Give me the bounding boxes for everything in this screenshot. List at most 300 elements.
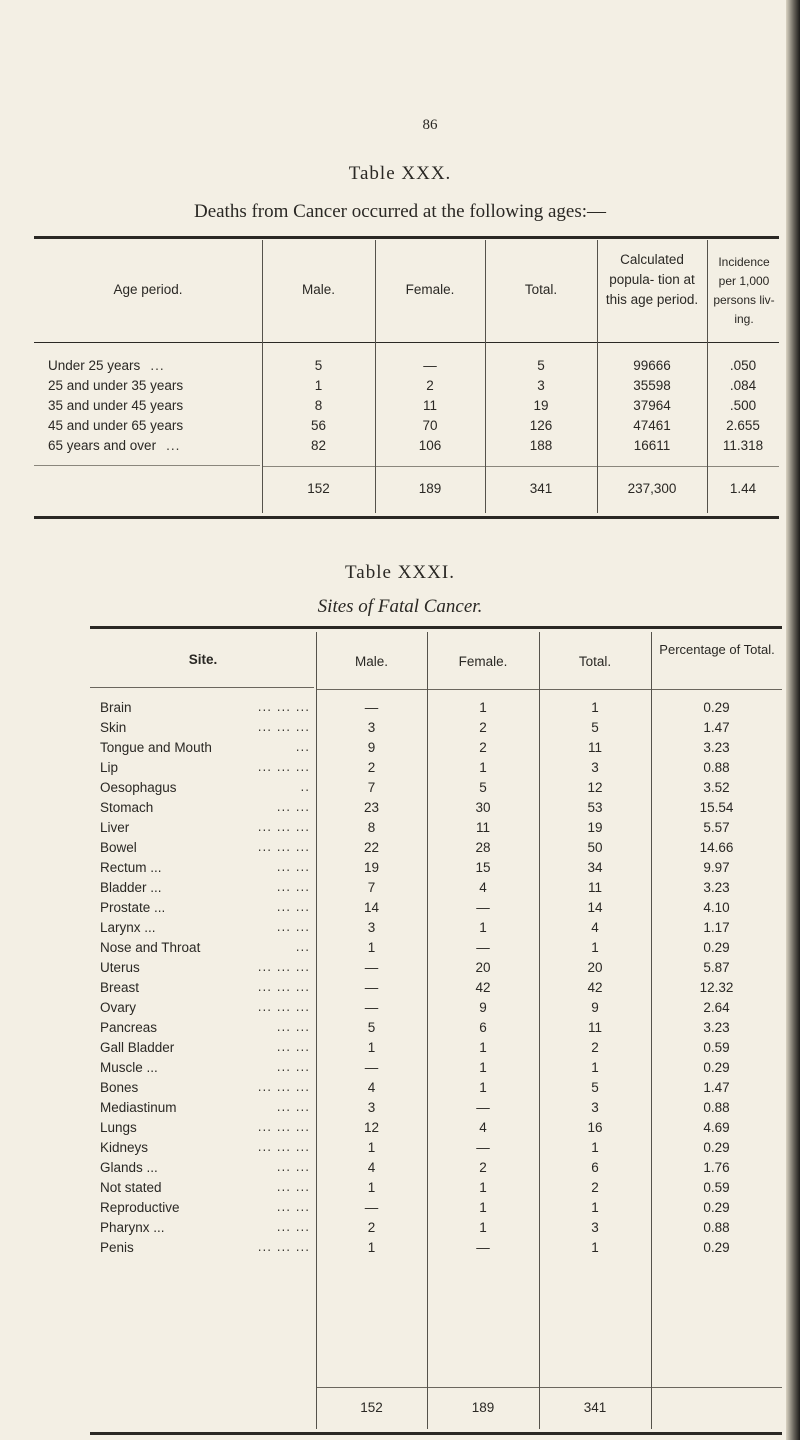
male-cell: — — [364, 999, 379, 1015]
female-cell: — — [476, 1139, 490, 1155]
percentage-cell: 4.69 — [703, 1119, 730, 1135]
female-cell: 2 — [479, 719, 487, 735]
site-cell — [90, 737, 316, 757]
table31-row — [90, 1217, 782, 1237]
site-label: Pancreas — [100, 1019, 158, 1035]
female-cell: 30 — [475, 799, 491, 815]
table30-title: Table XXX. — [348, 163, 452, 184]
female-cell: 1 — [479, 699, 487, 715]
total-cell: 16 — [587, 1119, 603, 1135]
female-cell: 1 — [479, 759, 487, 775]
total-cell: 42 — [587, 979, 603, 995]
total-cell: 1 — [591, 939, 599, 955]
site-cell — [90, 717, 316, 737]
site-label: Prostate ... — [100, 899, 166, 915]
female-cell: 1 — [479, 1039, 487, 1055]
table31-row — [90, 1117, 782, 1137]
male-cell: 5 — [367, 1019, 376, 1035]
table30-total-incidence: 1.44 — [729, 480, 757, 496]
site-cell — [90, 1097, 316, 1117]
table31-title: Table XXXI. — [345, 562, 455, 583]
site-cell — [90, 1157, 316, 1177]
site-label: Brain — [100, 699, 132, 715]
female-cell: 1 — [479, 1219, 487, 1235]
page-number: 86 — [422, 117, 438, 133]
table31-row — [90, 917, 782, 937]
table30-total-total: 341 — [529, 480, 553, 496]
table31-header-rule — [90, 687, 314, 688]
table31-row — [90, 877, 782, 897]
site-cell — [90, 1217, 316, 1237]
total-cell: 5 — [537, 357, 545, 373]
age-period-cell — [34, 375, 262, 395]
site-cell — [90, 757, 316, 777]
site-cell — [90, 1037, 316, 1057]
table30-row — [34, 395, 779, 415]
table31-bottom-rule — [90, 1432, 782, 1435]
leader-dots: ... ... ... — [257, 719, 310, 734]
leader-dots: ... ... — [276, 859, 310, 874]
incidence-cell: 11.318 — [722, 437, 764, 453]
leader-dots: ... ... — [276, 1159, 310, 1174]
table31-row — [90, 737, 782, 757]
site-label: Muscle ... — [100, 1059, 158, 1075]
total-cell: 3 — [537, 377, 545, 393]
site-label: Reproductive — [100, 1199, 180, 1215]
total-cell: 188 — [529, 437, 553, 453]
percentage-cell: 5.57 — [703, 819, 730, 835]
leader-dots: ... ... — [276, 1039, 310, 1054]
site-label: Ovary — [100, 999, 137, 1015]
total-cell: 19 — [533, 397, 549, 413]
percentage-cell: 2.64 — [703, 999, 730, 1015]
percentage-cell: 4.10 — [703, 899, 730, 915]
percentage-cell: 1.47 — [703, 719, 730, 735]
male-cell: 1 — [314, 377, 323, 393]
male-cell: — — [364, 1059, 379, 1075]
female-cell: 1 — [479, 1199, 487, 1215]
table31-row — [90, 817, 782, 837]
male-cell: 7 — [367, 879, 376, 895]
total-cell: 5 — [591, 1079, 599, 1095]
table30-header-incidence: Incidence per 1,000 persons liv- ing. — [713, 255, 775, 326]
table31-row — [90, 837, 782, 857]
total-cell: 19 — [587, 819, 603, 835]
table30-row — [34, 435, 779, 455]
site-label: Tongue and Mouth — [100, 739, 212, 755]
total-cell: 126 — [529, 417, 553, 433]
leader-dots: ... ... — [276, 1059, 310, 1074]
site-label: Bladder ... — [100, 879, 162, 895]
leader-dots: ... — [295, 939, 310, 954]
table31-row — [90, 777, 782, 797]
total-cell: 11 — [587, 739, 602, 755]
female-cell: — — [476, 1099, 490, 1115]
percentage-cell: 9.97 — [703, 859, 730, 875]
female-cell: 4 — [479, 1119, 487, 1135]
site-label: Lungs — [100, 1119, 137, 1135]
table31-total-total: 341 — [583, 1399, 607, 1415]
percentage-cell: 1.47 — [703, 1079, 730, 1095]
table31-row — [90, 957, 782, 977]
site-cell — [90, 1057, 316, 1077]
site-label: Gall Bladder — [100, 1039, 175, 1055]
male-cell: 23 — [363, 799, 380, 815]
leader-dots: ... ... ... — [257, 1239, 310, 1254]
total-cell: 3 — [591, 1099, 599, 1115]
table30-header-female: Female. — [405, 282, 455, 297]
female-cell: 1 — [479, 1059, 487, 1075]
male-cell: — — [364, 699, 379, 715]
site-cell — [90, 857, 316, 877]
site-cell — [90, 697, 316, 717]
female-cell: 15 — [475, 859, 491, 875]
site-cell — [90, 917, 316, 937]
total-cell: 2 — [591, 1039, 599, 1055]
table30-header-population: Calculated popula- tion at this age period. — [605, 252, 699, 307]
male-cell: 8 — [367, 819, 376, 835]
percentage-cell: 14.66 — [699, 839, 734, 855]
leader-dots: ... ... ... — [257, 819, 310, 834]
site-cell — [90, 1117, 316, 1137]
female-cell: 6 — [479, 1019, 487, 1035]
leader-dots: ... ... — [276, 1179, 310, 1194]
age-period-cell — [34, 435, 262, 455]
female-cell: 11 — [422, 397, 437, 413]
population-cell: 99666 — [633, 357, 671, 373]
male-cell: 2 — [367, 1219, 376, 1235]
total-cell: 9 — [591, 999, 599, 1015]
incidence-cell: .084 — [729, 377, 757, 393]
site-label: Liver — [100, 819, 130, 835]
table30-header-rule — [34, 342, 779, 343]
table31-row — [90, 1097, 782, 1117]
age-period-label: 35 and under 45 years — [48, 397, 184, 413]
site-label: Oesophagus — [100, 779, 177, 795]
age-period-cell — [34, 395, 262, 415]
site-cell — [90, 957, 316, 977]
total-cell: 6 — [591, 1159, 599, 1175]
site-cell — [90, 977, 316, 997]
table31-total-female: 189 — [471, 1399, 495, 1415]
female-cell: 1 — [479, 919, 487, 935]
table31-total-rule — [316, 1387, 782, 1388]
table30-row — [34, 355, 779, 375]
table30-header-male: Male. — [301, 282, 335, 297]
table31-top-rule — [90, 626, 782, 629]
total-cell: 11 — [587, 879, 602, 895]
population-cell: 47461 — [633, 417, 671, 433]
site-label: Lip — [100, 759, 119, 775]
site-cell — [90, 937, 316, 957]
male-cell: 56 — [310, 417, 327, 433]
leader-dots: ... ... — [276, 879, 310, 894]
site-cell — [90, 797, 316, 817]
age-period-label: 25 and under 35 years — [48, 377, 184, 393]
site-cell — [90, 897, 316, 917]
site-label: Nose and Throat — [100, 939, 201, 955]
total-cell: 3 — [591, 1219, 599, 1235]
female-cell: — — [476, 939, 490, 955]
leader-dots: ... ... ... — [257, 759, 310, 774]
table31-row — [90, 757, 782, 777]
table31-row — [90, 937, 782, 957]
female-cell: — — [423, 357, 437, 373]
leader-dots: ... ... ... — [257, 999, 310, 1014]
site-cell — [90, 1197, 316, 1217]
site-cell — [90, 1177, 316, 1197]
site-cell — [90, 877, 316, 897]
site-label: Stomach — [100, 799, 154, 815]
percentage-cell: 0.29 — [703, 939, 730, 955]
table30-top-rule — [34, 236, 779, 239]
male-cell: 82 — [310, 437, 327, 453]
table31-row — [90, 717, 782, 737]
percentage-cell: 0.29 — [703, 1199, 730, 1215]
site-cell — [90, 1237, 316, 1257]
total-cell: 53 — [587, 799, 603, 815]
table30-body — [34, 355, 779, 455]
incidence-cell: .050 — [729, 357, 757, 373]
table31-header-male: Male. — [354, 654, 388, 669]
site-label: Penis — [100, 1239, 134, 1255]
site-cell — [90, 837, 316, 857]
table30-header-age: Age period. — [113, 282, 183, 297]
table31-row — [90, 1017, 782, 1037]
leader-dots: ... — [295, 739, 310, 754]
male-cell: 3 — [367, 1099, 376, 1115]
population-cell: 35598 — [633, 377, 671, 393]
male-cell: 12 — [363, 1119, 380, 1135]
age-period-label: 45 and under 65 years — [48, 417, 184, 433]
table31-row — [90, 1057, 782, 1077]
table30-header-total: Total. — [524, 282, 558, 297]
table30-total-rule-right — [262, 466, 779, 467]
percentage-cell: 3.23 — [703, 739, 730, 755]
male-cell: — — [364, 959, 379, 975]
female-cell: 20 — [475, 959, 491, 975]
male-cell: — — [364, 979, 379, 995]
female-cell: 70 — [422, 417, 438, 433]
leader-dots: ... — [166, 437, 181, 453]
table31-totals-row — [90, 1397, 782, 1417]
male-cell: 22 — [363, 839, 380, 855]
percentage-cell: 0.29 — [703, 1239, 730, 1255]
age-period-cell — [34, 355, 262, 375]
site-cell — [90, 997, 316, 1017]
female-cell: 42 — [475, 979, 491, 995]
total-cell: 14 — [587, 899, 603, 915]
female-cell: 1 — [479, 1179, 487, 1195]
total-cell: 5 — [591, 719, 599, 735]
table31-header-site: Site. — [188, 652, 218, 667]
table31-header-female: Female. — [458, 654, 508, 669]
percentage-cell: 0.88 — [703, 1219, 730, 1235]
percentage-cell: 15.54 — [699, 799, 734, 815]
female-cell: 28 — [475, 839, 491, 855]
male-cell: 3 — [367, 719, 376, 735]
site-cell — [90, 777, 316, 797]
total-cell: 1 — [591, 1059, 599, 1075]
female-cell: — — [476, 899, 490, 915]
total-cell: 12 — [587, 779, 603, 795]
female-cell: 2 — [479, 739, 487, 755]
male-cell: 4 — [367, 1079, 376, 1095]
table30-total-rule — [34, 465, 260, 466]
percentage-cell: 0.88 — [703, 759, 730, 775]
table30-totals — [34, 478, 779, 498]
total-cell: 1 — [591, 1239, 599, 1255]
male-cell: 8 — [314, 397, 323, 413]
incidence-cell: 2.655 — [726, 417, 760, 433]
table31-row — [90, 1237, 782, 1257]
total-cell: 50 — [587, 839, 603, 855]
female-cell: — — [476, 1239, 490, 1255]
percentage-cell: 0.29 — [703, 699, 730, 715]
leader-dots: ... ... — [276, 899, 310, 914]
leader-dots: ... ... — [276, 1219, 310, 1234]
incidence-cell: .500 — [729, 397, 757, 413]
percentage-cell: 3.23 — [703, 1019, 730, 1035]
leader-dots: ... ... ... — [257, 699, 310, 714]
leader-dots: ... ... — [276, 1099, 310, 1114]
site-label: Rectum ... — [100, 859, 162, 875]
site-label: Uterus — [100, 959, 140, 975]
female-cell: 11 — [475, 819, 490, 835]
male-cell: 1 — [367, 1179, 376, 1195]
leader-dots: ... ... ... — [257, 979, 310, 994]
male-cell: 9 — [367, 739, 376, 755]
age-period-label: 65 years and over — [48, 437, 157, 453]
table31-total-male: 152 — [360, 1399, 383, 1415]
age-period-label: Under 25 years — [48, 357, 141, 373]
male-cell: 1 — [367, 1139, 376, 1155]
site-label: Mediastinum — [100, 1099, 177, 1115]
table30-row — [34, 415, 779, 435]
population-cell: 16611 — [633, 437, 671, 453]
site-cell — [90, 1137, 316, 1157]
site-cell — [90, 1017, 316, 1037]
table31-totals — [90, 1397, 782, 1417]
table31-row — [90, 1077, 782, 1097]
total-cell: 1 — [591, 699, 599, 715]
male-cell: 1 — [367, 1039, 376, 1055]
percentage-cell: 1.17 — [703, 919, 730, 935]
leader-dots: ... — [150, 357, 165, 373]
table31-row — [90, 897, 782, 917]
age-period-cell — [34, 415, 262, 435]
leader-dots: ... ... ... — [257, 959, 310, 974]
male-cell: 19 — [363, 859, 380, 875]
male-cell: 4 — [367, 1159, 376, 1175]
table30-totals-row — [34, 478, 779, 498]
leader-dots: ... ... — [276, 799, 310, 814]
male-cell: 14 — [363, 899, 380, 915]
percentage-cell: 3.23 — [703, 879, 730, 895]
leader-dots: ... ... ... — [257, 1139, 310, 1154]
leader-dots: ... ... ... — [257, 1079, 310, 1094]
female-cell: 2 — [426, 377, 434, 393]
total-cell: 34 — [587, 859, 603, 875]
female-cell: 5 — [479, 779, 487, 795]
site-label: Skin — [100, 719, 127, 735]
total-cell: 2 — [591, 1179, 599, 1195]
percentage-cell: 5.87 — [703, 959, 730, 975]
table31-row — [90, 797, 782, 817]
total-cell: 11 — [587, 1019, 602, 1035]
table31-header-rule-right — [316, 689, 782, 690]
site-label: Not stated — [100, 1179, 162, 1195]
percentage-cell: 0.59 — [703, 1039, 730, 1055]
table30-total-population: 237,300 — [627, 480, 677, 496]
leader-dots: ... ... — [276, 1199, 310, 1214]
leader-dots: ... ... — [276, 1019, 310, 1034]
table31-row — [90, 1197, 782, 1217]
table31-subtitle: Sites of Fatal Cancer. — [317, 596, 483, 617]
percentage-cell: 0.29 — [703, 1059, 730, 1075]
total-cell: 4 — [591, 919, 599, 935]
leader-dots: ... ... — [276, 919, 310, 934]
site-label: Breast — [100, 979, 140, 995]
female-cell: 2 — [479, 1159, 487, 1175]
table30-bottom-rule — [34, 516, 779, 519]
total-cell: 1 — [591, 1139, 599, 1155]
percentage-cell: 0.88 — [703, 1099, 730, 1115]
male-cell: 2 — [367, 759, 376, 775]
female-cell: 106 — [418, 437, 442, 453]
female-cell: 4 — [479, 879, 487, 895]
site-cell — [90, 817, 316, 837]
total-cell: 1 — [591, 1199, 599, 1215]
site-cell — [90, 1077, 316, 1097]
female-cell: 9 — [479, 999, 487, 1015]
total-cell: 20 — [587, 959, 603, 975]
leader-dots: .. — [300, 779, 310, 794]
male-cell: 3 — [367, 919, 376, 935]
table30-total-female: 189 — [418, 480, 442, 496]
male-cell: 1 — [367, 939, 376, 955]
table31-row — [90, 1177, 782, 1197]
table30-subtitle: Deaths from Cancer occurred at the following ages:— — [193, 201, 607, 222]
site-label: Bones — [100, 1079, 139, 1095]
table31-row — [90, 697, 782, 717]
table31-row — [90, 997, 782, 1017]
table30-row — [34, 375, 779, 395]
site-label: Bowel — [100, 839, 137, 855]
leader-dots: ... ... ... — [257, 839, 310, 854]
male-cell: 7 — [367, 779, 376, 795]
percentage-cell: 1.76 — [703, 1159, 730, 1175]
table31-header-total: Total. — [578, 654, 612, 669]
site-label: Kidneys — [100, 1139, 149, 1155]
table31-row — [90, 1157, 782, 1177]
male-cell: 5 — [314, 357, 323, 373]
table31-row — [90, 977, 782, 997]
leader-dots: ... ... ... — [257, 1119, 310, 1134]
total-cell: 3 — [591, 759, 599, 775]
site-label: Pharynx ... — [100, 1219, 165, 1235]
percentage-cell: 3.52 — [703, 779, 730, 795]
percentage-cell: 0.59 — [703, 1179, 730, 1195]
table31-row — [90, 1037, 782, 1057]
table31-row — [90, 857, 782, 877]
male-cell: 1 — [367, 1239, 376, 1255]
table31-header-percentage: Percentage of Total. — [659, 642, 775, 657]
site-label: Glands ... — [100, 1159, 158, 1175]
site-label: Larynx ... — [100, 919, 156, 935]
table31-row — [90, 1137, 782, 1157]
percentage-cell: 0.29 — [703, 1139, 730, 1155]
